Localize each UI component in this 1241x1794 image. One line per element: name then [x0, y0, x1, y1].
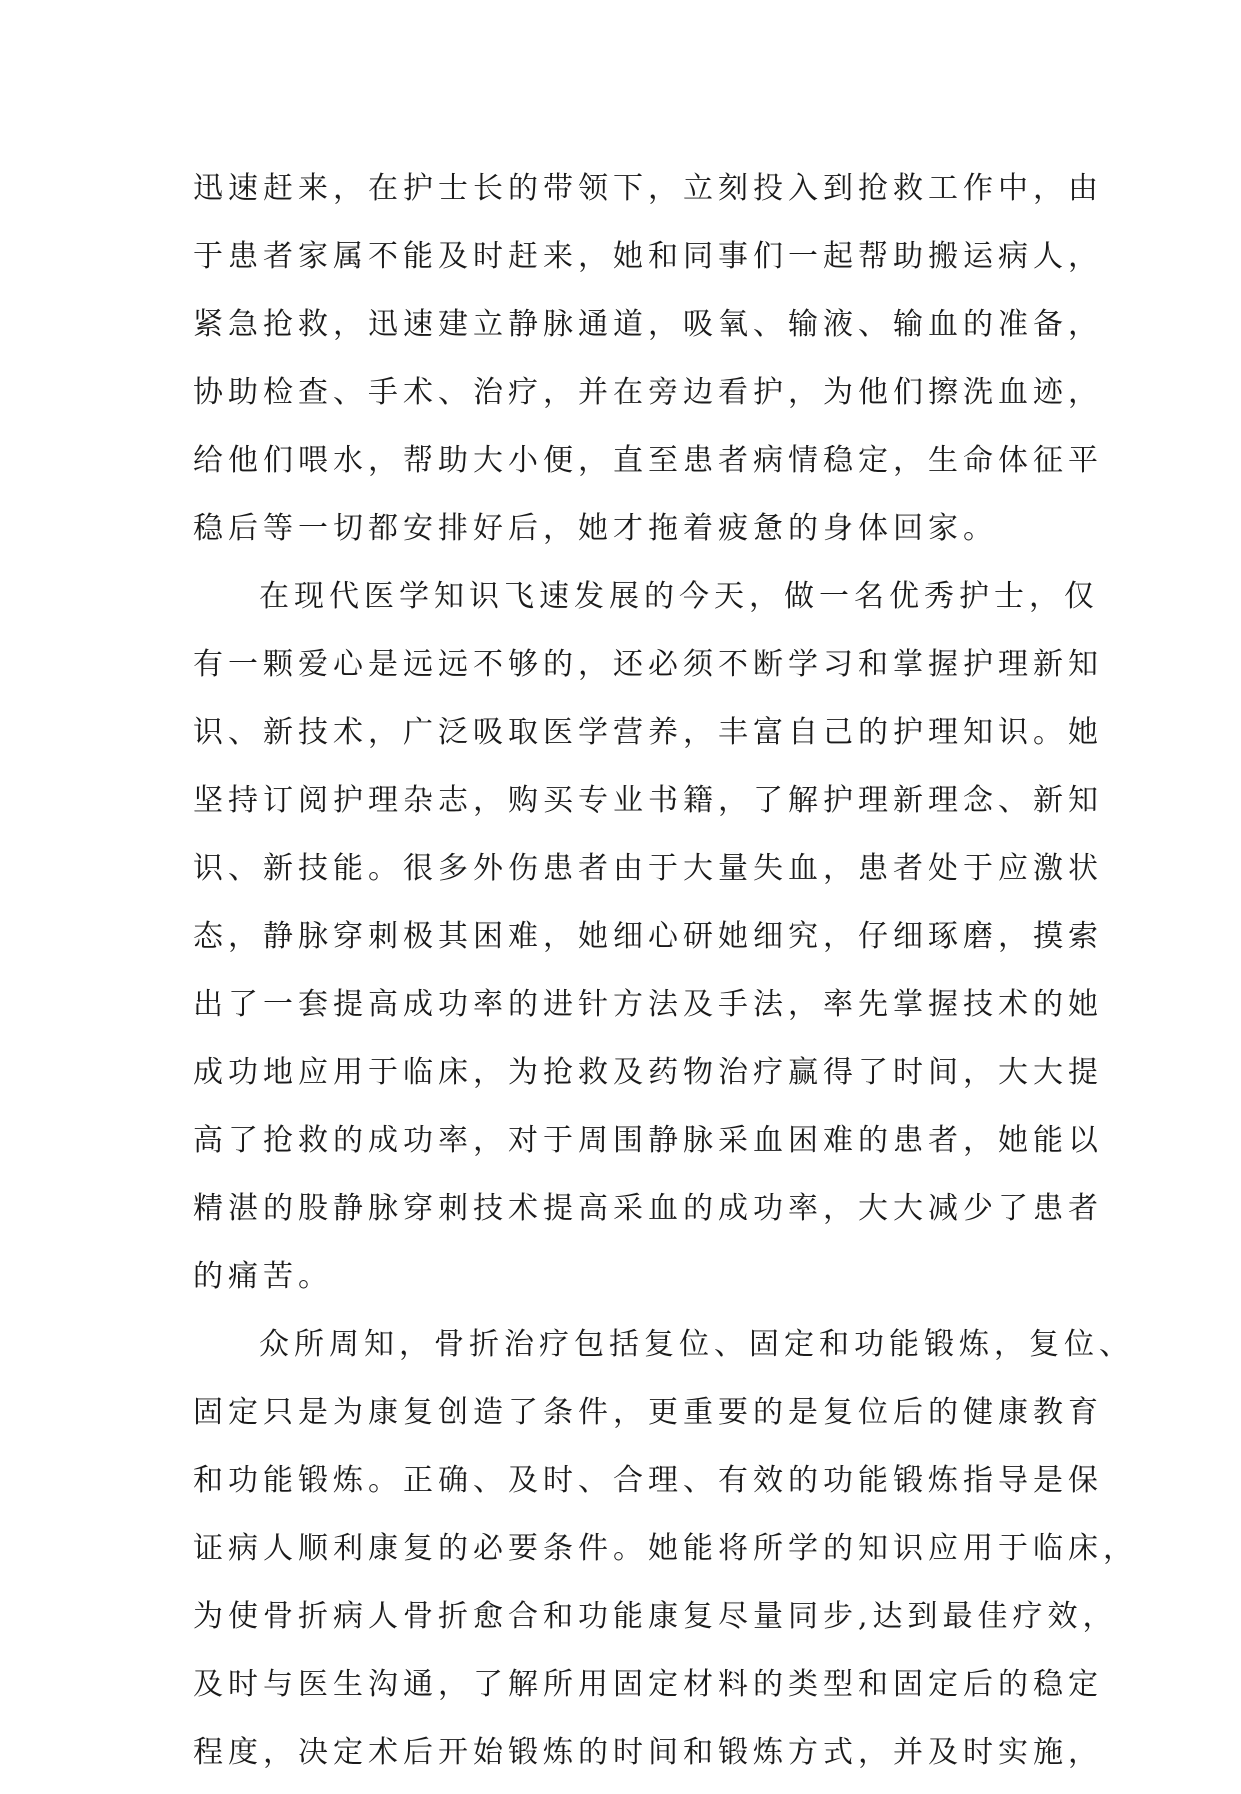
paragraph-line: 程度，决定术后开始锻炼的时间和锻炼方式，并及时实施，	[193, 1735, 1103, 1770]
paragraph-line: 固定只是为康复创造了条件，更重要的是复位后的健康教育	[193, 1395, 1103, 1430]
paragraph-line: 精湛的股静脉穿刺技术提高采血的成功率，大大减少了患者	[193, 1191, 1103, 1226]
paragraph	[193, 570, 1103, 1318]
paragraph-line: 在现代医学知识飞速发展的今天，做一名优秀护士，仅	[259, 579, 1099, 614]
paragraph-line: 的痛苦。	[193, 1259, 333, 1294]
document-body	[193, 162, 1138, 1794]
paragraph	[193, 162, 1103, 570]
paragraph	[193, 1318, 1138, 1794]
paragraph-line: 坚持订阅护理杂志，购买专业书籍，了解护理新理念、新知	[193, 783, 1103, 818]
paragraph-line: 紧急抢救，迅速建立静脉通道，吸氧、输液、输血的准备，	[193, 307, 1103, 342]
paragraph-line: 于患者家属不能及时赶来，她和同事们一起帮助搬运病人，	[193, 239, 1103, 274]
paragraph-line: 和功能锻炼。正确、及时、合理、有效的功能锻炼指导是保	[193, 1463, 1103, 1498]
paragraph-line: 给他们喂水，帮助大小便，直至患者病情稳定，生命体征平	[193, 443, 1103, 478]
paragraph-line: 识、新技术，广泛吸取医学营养，丰富自己的护理知识。她	[193, 715, 1103, 750]
paragraph-line: 有一颗爱心是远远不够的，还必须不断学习和掌握护理新知	[193, 647, 1103, 682]
paragraph-line: 稳后等一切都安排好后，她才拖着疲惫的身体回家。	[193, 511, 998, 546]
paragraph-line: 证病人顺利康复的必要条件。她能将所学的知识应用于临床，	[193, 1531, 1138, 1566]
paragraph-line: 识、新技能。很多外伤患者由于大量失血，患者处于应激状	[193, 851, 1103, 886]
paragraph-line: 迅速赶来，在护士长的带领下，立刻投入到抢救工作中，由	[193, 171, 1103, 206]
paragraph-line: 协助检查、手术、治疗，并在旁边看护，为他们擦洗血迹，	[193, 375, 1103, 410]
paragraph-line: 成功地应用于临床，为抢救及药物治疗赢得了时间，大大提	[193, 1055, 1103, 1090]
paragraph-line: 出了一套提高成功率的进针方法及手法，率先掌握技术的她	[193, 987, 1103, 1022]
paragraph-line: 众所周知，骨折治疗包括复位、固定和功能锻炼，复位、	[259, 1327, 1134, 1362]
paragraph-line: 为使骨折病人骨折愈合和功能康复尽量同步,达到最佳疗效，	[193, 1599, 1118, 1634]
paragraph-line: 高了抢救的成功率，对于周围静脉采血困难的患者，她能以	[193, 1123, 1103, 1158]
paragraph-line: 态，静脉穿刺极其困难，她细心研她细究，仔细琢磨，摸索	[193, 919, 1103, 954]
paragraph-line: 及时与医生沟通，了解所用固定材料的类型和固定后的稳定	[193, 1667, 1103, 1702]
